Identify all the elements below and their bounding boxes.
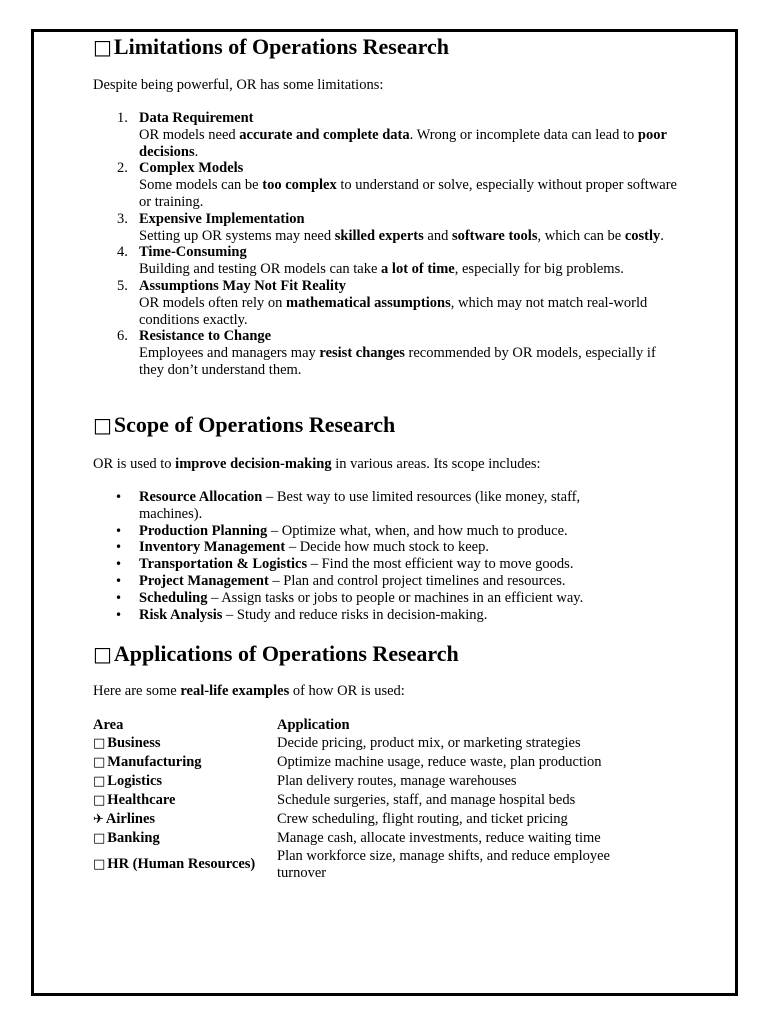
missing-glyph-icon: □ (93, 773, 106, 789)
limitation-item (117, 210, 679, 245)
limitation-description: OR models need accurate and complete data. Wrong or incomplete data can lead to poor decisions. (139, 126, 667, 160)
airplane-icon: ✈ (93, 811, 104, 827)
applications-intro: Here are some real-life examples of how OR is used: (93, 683, 405, 699)
area-name: Banking (107, 829, 160, 846)
limitation-item (117, 277, 679, 328)
scope-item-title: Production Planning (139, 522, 268, 539)
area-name: Healthcare (107, 791, 176, 808)
scope-item-description: – Plan and control project timelines and resources. (268, 572, 566, 589)
scope-item-description: – Study and reduce risks in decision-making. (222, 606, 488, 623)
scope-item (115, 489, 639, 523)
missing-glyph-icon: □ (93, 792, 106, 808)
limitation-item (117, 244, 679, 278)
applications-heading: □Applications of Operations Research (93, 641, 459, 666)
scope-item (115, 572, 639, 590)
area-cell (93, 810, 277, 829)
missing-glyph-icon: □ (93, 754, 106, 770)
scope-heading: □Scope of Operations Research (93, 412, 396, 437)
scope-item (115, 556, 639, 573)
area-name: Manufacturing (107, 753, 202, 770)
area-cell (93, 829, 277, 848)
list-number: 1. (117, 110, 128, 126)
list-number: 2. (117, 160, 128, 177)
missing-glyph-icon: □ (93, 735, 106, 751)
scope-item-title: Transportation & Logistics (139, 556, 308, 573)
scope-item-title: Risk Analysis (139, 606, 223, 623)
limitation-item (117, 328, 679, 378)
missing-glyph-icon: □ (93, 830, 106, 846)
scope-item (115, 589, 639, 607)
scope-item (115, 522, 639, 540)
limitations-list (117, 110, 679, 379)
area-cell (93, 772, 277, 791)
application-cell: Decide pricing, product mix, or marketing strategies (277, 735, 581, 752)
limitation-title: Assumptions May Not Fit Reality (139, 277, 347, 294)
list-number: 6. (117, 328, 128, 345)
column-header-application: Application (277, 716, 350, 733)
table-row (93, 734, 647, 753)
bullet-icon: • (115, 557, 123, 572)
scope-item-title: Project Management (139, 572, 269, 589)
limitations-intro: Despite being powerful, OR has some limitations: (93, 77, 384, 93)
scope-intro: OR is used to improve decision-making in various areas. Its scope includes: (93, 456, 541, 472)
area-name: Business (107, 734, 161, 751)
applications-table (93, 716, 647, 882)
limitation-title: Resistance to Change (139, 328, 272, 345)
scope-item-title: Resource Allocation (139, 489, 263, 505)
bullet-icon: • (115, 540, 123, 555)
limitation-item (117, 110, 679, 160)
application-cell: Plan workforce size, manage shifts, and reduce employee turnover (277, 848, 610, 881)
limitation-description: OR models often rely on mathematical assumptions, which may not match real-world conditions exactly. (139, 294, 648, 328)
scope-item-title: Scheduling (139, 589, 208, 606)
area-name: Airlines (105, 810, 156, 827)
application-cell: Crew scheduling, flight routing, and ticket pricing (277, 811, 568, 828)
limitation-title: Complex Models (139, 160, 244, 177)
missing-glyph-icon: □ (93, 642, 112, 666)
area-name: HR (Human Resources) (107, 855, 256, 872)
limitation-title: Expensive Implementation (139, 210, 305, 227)
limitation-item (117, 160, 679, 210)
application-cell: Plan delivery routes, manage warehouses (277, 773, 517, 790)
limitation-description: Building and testing OR models can take a lot of time, especially for big problems. (139, 261, 624, 278)
table-row (93, 829, 647, 848)
limitation-title: Data Requirement (139, 110, 254, 126)
bullet-icon: • (115, 590, 123, 605)
list-number: 5. (117, 277, 128, 294)
limitation-title: Time-Consuming (139, 244, 247, 261)
limitation-description: Some models can be too complex to understand or solve, especially without proper software or training. (139, 177, 677, 210)
area-cell (93, 753, 277, 772)
limitation-description: Setting up OR systems may need skilled experts and software tools, which can be costly. (139, 227, 664, 244)
scope-item (115, 606, 639, 624)
application-cell: Schedule surgeries, staff, and manage hospital beds (277, 792, 576, 809)
scope-item-description: – Optimize what, when, and how much to produce. (267, 522, 568, 539)
table-row (93, 810, 647, 829)
area-cell (93, 791, 277, 810)
table-row (93, 753, 647, 772)
bullet-icon: • (115, 607, 123, 622)
missing-glyph-icon: □ (93, 35, 112, 59)
bullet-icon: • (115, 523, 123, 538)
table-row (93, 791, 647, 810)
missing-glyph-icon: □ (93, 856, 106, 872)
scope-item-title: Inventory Management (139, 539, 286, 556)
limitation-description: Employees and managers may resist changes recommended by OR models, especially if they don’t understand them. (139, 345, 656, 378)
area-cell (93, 848, 277, 882)
area-name: Logistics (107, 772, 163, 789)
scope-item-description: – Best way to use limited resources (like money, staff, machines). (139, 489, 581, 522)
list-number: 3. (117, 210, 128, 227)
list-number: 4. (117, 244, 128, 261)
table-row (93, 772, 647, 791)
scope-item-description: – Find the most efficient way to move goods. (307, 556, 574, 573)
scope-item-description: – Decide how much stock to keep. (285, 539, 489, 556)
scope-item (115, 539, 639, 556)
application-cell: Optimize machine usage, reduce waste, plan production (277, 754, 602, 771)
bullet-icon: • (115, 490, 123, 504)
scope-list (115, 489, 639, 623)
area-cell (93, 734, 277, 753)
application-cell: Manage cash, allocate investments, reduce waiting time (277, 830, 601, 847)
table-row (93, 848, 647, 882)
column-header-area: Area (93, 716, 124, 733)
limitations-heading: □Limitations of Operations Research (93, 34, 449, 59)
missing-glyph-icon: □ (93, 413, 112, 437)
scope-item-description: – Assign tasks or jobs to people or machines in an efficient way. (207, 589, 584, 606)
bullet-icon: • (115, 573, 123, 588)
